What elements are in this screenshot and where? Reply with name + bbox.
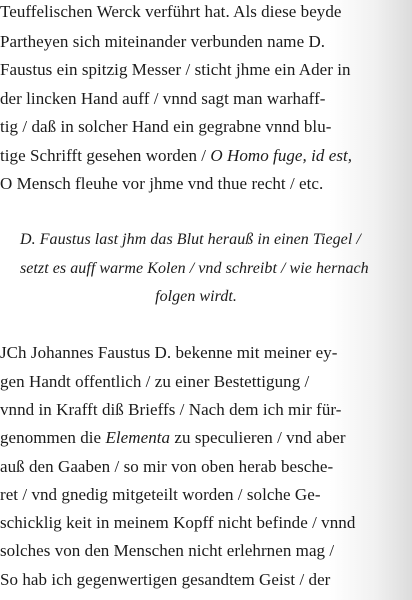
text-line-6 xyxy=(0,146,412,166)
body-line-4 xyxy=(0,428,412,448)
body-line-3: vnnd in Krafft diß Brieffs / Nach dem ich mir für- xyxy=(0,400,342,419)
body-line-9: So hab ich gegenwertigen gesandtem Geist / der xyxy=(0,570,331,589)
chapter-heading-line-2: setzt es auff warme Kolen / vnd schreibt / wie hernach xyxy=(20,260,369,277)
text-line-3: Faustus ein spitzig Messer / sticht jhme ein Ader in xyxy=(0,60,351,79)
text-line-1: Teuffelischen Werck verführt hat. Als diese beyde xyxy=(0,2,342,21)
chapter-heading-line-1: D. Faustus last jhm das Blut herauß in einen Tiegel / xyxy=(20,231,361,248)
body-line-8: solches von den Menschen nicht erlehrnen mag / xyxy=(0,541,335,560)
body-line-4-b: zu speculieren / vnd aber xyxy=(170,428,346,447)
text-line-6-italic: O Homo fuge, id est, xyxy=(210,146,353,165)
body-line-5: auß den Gaaben / so mir von oben herab besche- xyxy=(0,457,334,476)
body-line-4-a: genommen die xyxy=(0,428,106,447)
text-line-6-roman: tige Schrifft gesehen worden / xyxy=(0,146,211,165)
body-line-4-italic: Elementa xyxy=(105,428,171,447)
body-line-7: schicklig keit in meinem Kopff nicht befinde / vnnd xyxy=(0,513,356,532)
body-line-1: JCh Johannes Faustus D. bekenne mit meiner ey- xyxy=(0,343,338,362)
body-line-6: ret / vnd gnedig mitgeteilt worden / solche Ge- xyxy=(0,485,321,504)
text-line-4: der lincken Hand auff / vnnd sagt man warhaff- xyxy=(0,89,326,108)
chapter-heading-line-3: folgen wirdt. xyxy=(155,288,237,305)
text-line-7: O Mensch fleuhe vor jhme vnd thue recht / etc. xyxy=(0,174,324,193)
text-line-2: Partheyen sich miteinander verbunden name D. xyxy=(0,32,326,51)
text-line-5: tig / daß in solcher Hand ein gegrabne vnnd blu- xyxy=(0,117,332,136)
body-line-2: gen Handt offentlich / zu einer Bestettigung / xyxy=(0,372,310,391)
